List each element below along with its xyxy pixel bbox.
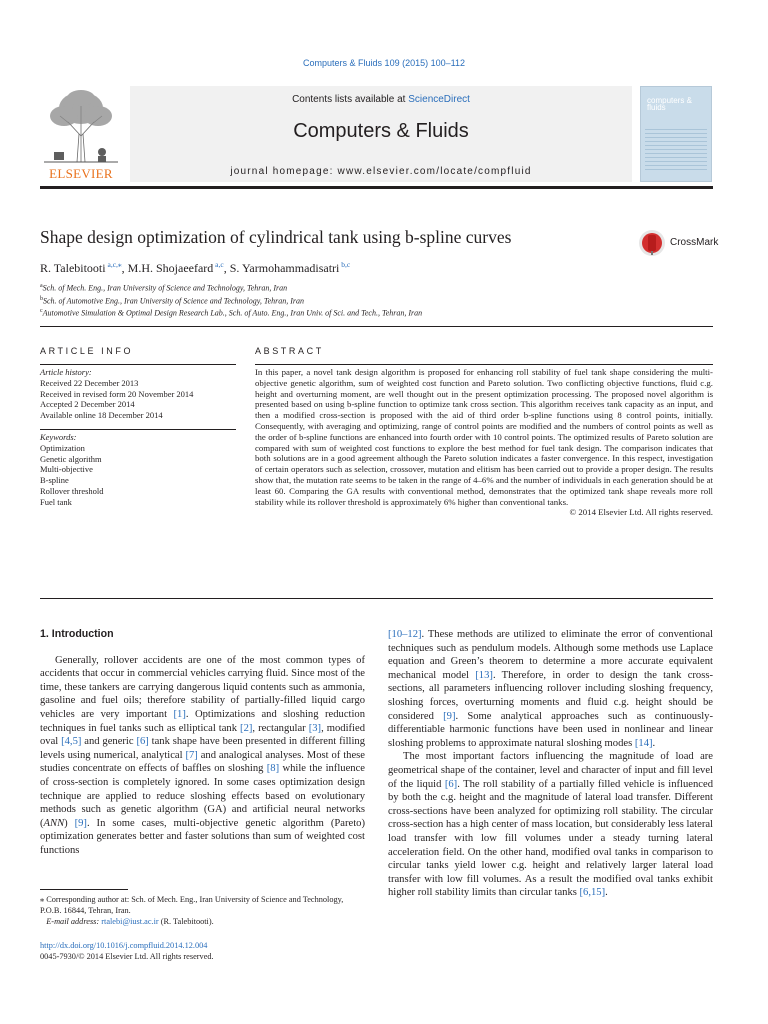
affiliation: $^b$Sch. of Automotive Eng., Iran University of Science and Technology, Tehran, Iran (40, 295, 305, 306)
author[interactable]: R. Talebitooti $^{a,c,⁎}$ (40, 260, 122, 275)
doi-link[interactable]: http://dx.doi.org/10.1016/j.compfluid.2014.12.004 (40, 941, 208, 950)
citation-link[interactable]: [8] (266, 763, 280, 775)
abstract (255, 364, 713, 518)
abstract-rule-bottom (40, 598, 713, 599)
footnote-text: ⁎ Corresponding author at: Sch. of Mech. Eng., Iran University of Science and Technology, P.O.B. 16844, Tehran, Iran. (40, 895, 344, 915)
footnote-email: E-mail address: rtalebi@iust.ac.ir (R. Talebitooti). (46, 917, 214, 926)
contents-prefix: Contents lists available at (292, 94, 409, 105)
citation-link[interactable]: [14] (634, 737, 653, 749)
sciencedirect-link[interactable]: ScienceDirect (408, 94, 470, 105)
affiliations (40, 281, 422, 319)
abstract-heading: ABSTRACT (255, 346, 324, 356)
history-item: Accepted 2 December 2014 (40, 399, 135, 410)
tree-icon (40, 86, 122, 164)
paragraph-text: . (652, 737, 656, 749)
issn-line: 0045-7930/© 2014 Elsevier Ltd. All rights reserved. (40, 952, 214, 961)
paragraph-text: ) (64, 817, 75, 829)
citation-link[interactable]: [9] (443, 710, 456, 722)
keyword: Genetic algorithm (40, 453, 102, 464)
citation-link[interactable]: [4,5] (61, 736, 82, 748)
elsevier-wordmark[interactable]: ELSEVIER (49, 166, 113, 181)
body-column-left (40, 628, 365, 858)
header-rule (40, 186, 713, 189)
keyword: Optimization (40, 442, 85, 453)
history-item: Received in revised form 20 November 2014 (40, 388, 194, 399)
paragraph-text: . In some cases, multi-objective genetic algorithm (Pareto) optimization generates better and faster solutions than sum of weighted cost functions (40, 817, 365, 856)
citation-link[interactable]: [13] (475, 669, 493, 681)
corresponding-author-footnote (40, 894, 365, 927)
title-rule (40, 326, 713, 327)
italic-text: ANN (43, 817, 65, 829)
paragraph-text: tank shape have been presented in different filling levels using numerical, analytical (40, 736, 365, 761)
paragraph-text: . (605, 887, 608, 899)
history-label: Article history: (40, 367, 92, 377)
author-list: R. Talebitooti $^{a,c,⁎}$, M.H. Shojaeefard $^{a,c}$, S. Yarmohammadisatri $^{b,c}$ (40, 260, 351, 275)
citation-link[interactable]: [6,15] (579, 887, 606, 899)
body-column-right (388, 628, 713, 900)
email-link[interactable]: rtalebi@iust.ac.ir (101, 917, 159, 926)
intro-paragraph (388, 750, 713, 900)
article-title: Shape design optimization of cylindrical tank using b-spline curves (40, 227, 512, 247)
journal-cover-thumbnail[interactable] (640, 86, 712, 182)
paragraph-text: . These methods are utilized to eliminate the error of conventional techniques such as pendulum models. Although some methods use Laplace equation and Green’s theorem to determine a more accurate equivalent mechanical model (388, 629, 713, 681)
author[interactable]: M.H. Shojaeefard $^{a,c}$ (127, 260, 224, 275)
keywords-label: Keywords: (40, 431, 77, 442)
crossmark-icon (638, 229, 666, 257)
citation-link[interactable]: [9] (74, 817, 87, 829)
paragraph-text: and generic (81, 736, 137, 748)
citation-link[interactable]: [2] (240, 722, 253, 734)
citation-link[interactable]: [6] (136, 736, 149, 748)
section-heading-introduction: 1. Introduction (40, 628, 114, 640)
keyword: B-spline (40, 475, 69, 486)
keyword: Rollover threshold (40, 485, 104, 496)
paragraph-text: and analogical analyses. Most of these studies concentrate on effects of baffles on sloshing (40, 749, 365, 775)
citation-link[interactable]: [10–12] (388, 629, 422, 640)
article-info (40, 364, 236, 508)
cover-texture (645, 129, 707, 173)
paragraph-text: . Therefore, in order to design the tank cross-sections, all parameters influencing rollover including sloshing frequency, sloshing forces, overturning moments and fluid c.g. height should be considered (388, 669, 713, 722)
info-rule (40, 429, 236, 430)
citation-link[interactable]: [7] (185, 749, 198, 761)
history-item: Received 22 December 2013 (40, 377, 139, 388)
crossmark-badge[interactable] (638, 229, 718, 257)
intro-paragraph (40, 654, 365, 858)
doi-block (40, 940, 214, 962)
author[interactable]: S. Yarmohammadisatri $^{b,c}$ (229, 260, 351, 275)
abstract-copyright: © 2014 Elsevier Ltd. All rights reserved. (569, 507, 713, 518)
keyword: Multi-objective (40, 464, 93, 475)
paragraph-text: The most important factors influencing the magnitude of load are geometrical shape of the container, level and character of input and fill level of the liquid (388, 751, 713, 790)
citation-link[interactable]: [6] (444, 778, 458, 790)
info-rule (40, 364, 236, 365)
journal-title: Computers & Fluids (293, 120, 469, 142)
paragraph-text: , modified oval (40, 722, 366, 748)
paragraph-text: , rectangular (252, 722, 309, 734)
paragraph-text: . Optimizations and sloshing reduction techniques in fuel tanks such as elliptical tank (40, 708, 365, 734)
abstract-rule (255, 364, 713, 365)
intro-paragraph (388, 628, 713, 750)
footnote-rule (40, 889, 128, 890)
paragraph-text: . Some analytical approaches such as continuously-differentiable harmonic functions have been used in nonlinear and linear sloshing problems to approximate natural sloshing modes (388, 710, 713, 749)
crossmark-label: CrossMark (670, 237, 719, 248)
affiliation: $^a$Sch. of Mech. Eng., Iran University of Science and Technology, Tehran, Iran (40, 283, 288, 293)
abstract-text: In this paper, a novel tank design algorithm is proposed for enhancing roll stability of fuel tank shape considering the multi-objective genetic algorithm, sum of weighted cost function and Pareto solution. Two conflicting objective functions, fluid c.g. height and overturning moment, are well thought out in the present optimization processing. The proposed novel algorithm is presented based on using b-spline function to optimize tank cross section. This algorithm receives tank capacity as an input, and then a modified cross-section is proposed with the aid of third order b-spline functions using 8 control points, initially. Consequently, with averaging and optimizing, range of control points are modified and the numbers of control points as well as the order of b-spline functions are enhanced into fourth order with 10 control points. The optimized results of Pareto solution are compared with sum of weighted cost functions to explore the best method for fuel tank design. The comparison indicates that both solutions are in a good agreement although the Pareto solution indicates a faster convergence. In this respect, investigation of certain operators such as selection, crossover, mutation and elitism has been carried out to provide a proper design. The results show that, the mutation rate seems to be taken in the range of 4–6% and the number of individuals in each generation should be at least 60. Comparing the GA results with conventional method, demonstrates that the optimized tank shape reveals more roll stability while its rollover threshold is approximately 6% higher than conventional tanks. (255, 367, 713, 507)
paragraph-text: Generally, rollover accidents are one of the most common types of accidents that occur in commercial vehicles carrying fluid. Since most of the time, these tankers are carrying dangerous liquid contents such as ammonia, gasoline and fuel oils; therefore stability of partially-filled liquid cargo vehicles are very important (40, 654, 365, 720)
affiliation: $^c$Automotive Simulation & Optimal Design Research Lab., Sch. of Auto. Eng., Iran Univ. of Sci. and Tech., Tehran, Iran (40, 308, 423, 318)
journal-reference[interactable]: Computers & Fluids 109 (2015) 100–112 (303, 58, 465, 68)
contents-available-line (130, 94, 632, 105)
citation-link[interactable]: [1] (173, 708, 186, 720)
cover-title: computers & fluids (647, 96, 692, 112)
paragraph-text: while the influence of cross-section is completely ignored. In some cases optimization design technique are applied to reduce sloshing effects based on evolutionary methods such as genetic algorithm (GA) and artificial neural networks ( (40, 763, 365, 829)
history-item: Available online 18 December 2014 (40, 410, 163, 421)
article-info-heading: ARTICLE INFO (40, 346, 134, 356)
keyword: Fuel tank (40, 496, 72, 507)
paragraph-text: . The roll stability of a partially filled vehicle is influenced by both the c.g. height and the magnitude of lateral load transfer. Different cross-sections have been analyzed for optimizing roll stability. The circular cross-section has a high center of mass location, but considerably less lateral load transfer with low fill volumes under a steady turning lateral acceleration field. On the other hand, modified oval tanks in comparison to circular tanks yield lower c.g. height and relatively larger lateral load transfer with low fill volumes. As a result the modified oval tanks exhibit higher roll stability limits than circular tanks (388, 778, 713, 899)
journal-homepage[interactable]: journal homepage: www.elsevier.com/locate/compfluid (230, 166, 532, 177)
citation-link[interactable]: [3] (308, 722, 322, 734)
